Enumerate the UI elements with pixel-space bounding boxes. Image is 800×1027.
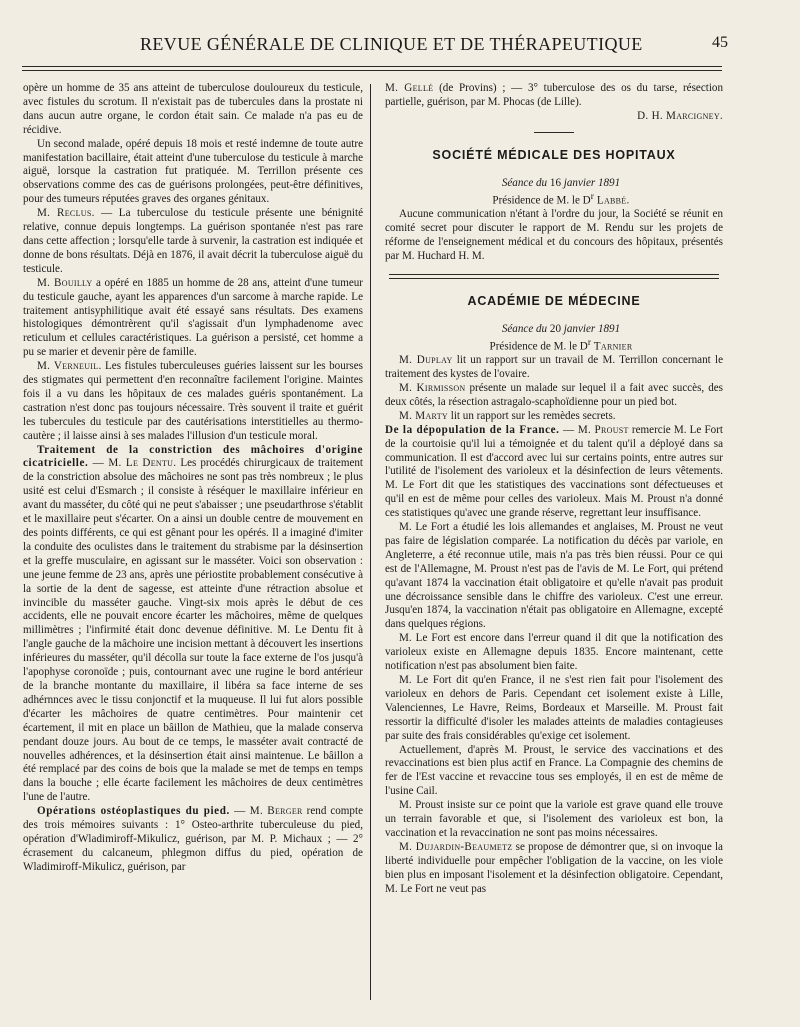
paragraph-text: Les fistules tuberculeuses guéries laissent sur les bourses des stigmates qui permettent d'en reconnaître facilement l'origine. Maintes fois il a vu dans les hôpitaux de ces malades guéris spontanément. La castration n'est donc pas toujours nécessaire. Très souvent il traite et guérit les tubercules du testicule par des cautérisations interstitielles au thermo-cautère ; il laisse ainsi à ses malades l'illusion d'un testicule moral.	[23, 360, 363, 442]
paragraph-text: rend compte des trois mémoires suivants : 1° Osteo-arthrite tuberculeuse du pied, opération d'Wladimiroff-Mikulicz, guérison, par M. P. Michaux ; — 2° écrasement du calcaneum, phlegmon diffus du pied, opération de Wladimiroff-Mikulicz, guérison, par	[23, 805, 363, 873]
paragraph-text: lit un rapport sur les remèdes secrets.	[447, 409, 616, 422]
signature-text: D. H. Marcigney.	[637, 109, 723, 122]
paragraph: M. Proust insiste sur ce point que la variole est grave quand elle trouve un terrain favorable et que, si l'isolement des varioleux est bon, la vaccination et la revaccination ne sont pas moins nécessaires.	[385, 799, 723, 839]
presidency: Présidence de M. le $D^r$ Labbé.	[492, 191, 630, 207]
paragraph-text: Les procédés chirurgicaux de traitement de la constriction absolue des mâchoires ne sont pas très nombreux ; le plus usité est celui d'Esmarch ; il consiste à réséquer le maxillaire inférieur en avant du masséter, du côté qui ne peut s'abaisser ; une pseudarthrose s'établit et le maxillaire peut s'écarter. On a ainsi un double centre de mouvement en des points différents, ce qui est gênant pour les opérés. Il a imaginé d'imiter la conduite des oculistes dans le traitement du strabisme par la désinsertion et la greffe musculaire, en agissant sur le masséter. Voici son observation : une jeune femme de 23 ans, après une périostite probablement consécutive à la sortie de la dent de sagesse, est atteinte d'une rétraction absolue et invincible du masséter gauche. Vingt-six mois après le début de ces accidents, elle ne pouvait encore écarter les mâchoires, même de quelques millimètres ; l'infirmité était donc devenue définitive. M. Le Dentu fit à l'angle gauche de la mâchoire une incision mettant à découvert les insertions inférieures du masséter, qu'il décolla sur toute la face externe de l'os jusqu'à l'apophyse coronoïde ; puis, contournant avec une rugine le bord antérieur de la branche montante du maxillaire, il libéra sa face interne de ses adhérnnces avec le tissu conjonctif et la muqueuse. Il lui fut alors possible d'écarter les mâchoires de quatre centimètres. Pour maintenir cet écartement, il mit en place un bâillon de Mathieu, que la malade conserva pendant douze jours. Au bout de ce temps, le masséter avait contracté de nouvelles adhérences, et la désinsertion était ainsi maintenue. Le bâillon a été remplacé par des coins de bois que la malade se met de temps en temps dans la bouche ; elle écarte facilement les mâchoires de deux centimètres l'une de l'autre.	[23, 457, 363, 804]
paragraph-text: présente un malade sur lequel il a fait avec succès, des deux côtés, la résection astragalo-scaphoïdienne pour un pied bot.	[385, 381, 723, 408]
page-header	[20, 34, 728, 58]
paragraph-text: remercie M. Le Fort de la courtoisie qu'il lui a témoignée et du talent qu'il a déployé dans sa communication. Il est d'accord avec lui sur certains points, entre autres sur l'utilité de l'isolement des varioleux et la désinfection de leurs vêtements. M. Le Fort dit que les statistiques des vaccinations sont défectueuses et qu'il en est de même pour celles des varioleux. Mais M. Proust n'a donné ces statistiques qu'avec une grande réserve, regrettant leur insuffisance.	[385, 423, 723, 520]
column-divider	[370, 84, 371, 1000]
speaker-name: — M. Proust	[559, 423, 629, 436]
paragraph	[385, 382, 723, 410]
left-column	[23, 82, 363, 875]
section-heading: Traitement de la constriction des mâchoires d'origine cicatricielle.	[23, 443, 363, 470]
speaker-name: M. Gellé	[385, 82, 434, 94]
paragraph-text: a opéré en 1885 un homme de 28 ans, atteint d'une tumeur du testicule gauche, ayant les apparences d'un sarcome à marche rapide. Le traitement antisyphilitique avait été essayé sans résultats. Des examens histologiques démontrèrent qu'il s'agissait d'un lymphadenome avec reticulum et cellules caractéristiques. La guérison a persisté, cet homme a pu se marier et devenir père de famille.	[23, 276, 363, 359]
paragraph: Un second malade, opéré depuis 18 mois et resté indemne de toute autre manifestation bacillaire, était atteint d'une tuberculose du testicule à marche aiguë, lorsque la castration fut pratiquée. M. Terrillon présente ces observations comme des cas de guérisons prolongées, peut-être définitives, pour des tumeurs réputées graves des organes génitaux.	[23, 137, 363, 206]
paragraph	[385, 841, 723, 897]
paragraph	[23, 207, 363, 277]
speaker-name: M. Marty	[399, 409, 448, 422]
page-number: 45	[712, 34, 728, 51]
right-column	[385, 82, 723, 897]
section-heading: Opérations ostéoplastiques du pied.	[37, 805, 230, 818]
speaker-name: M. Verneuil.	[37, 360, 102, 373]
society-heading: ACADÉMIE DE MÉDECINE	[467, 293, 641, 308]
paragraph	[23, 444, 363, 806]
speaker-name: M. Duplay	[399, 354, 453, 367]
signature	[385, 110, 723, 124]
society-heading: SOCIÉTÉ MÉDICALE DES HOPITAUX	[432, 147, 676, 162]
paragraph	[23, 277, 363, 360]
paragraph-text: se propose de démontrer que, si on invoque la liberté individuelle pour empêcher l'obligation de la vaccine, on les viole bien plus en imposant l'isolement et la désinfection obligatoire. Cependant, M. Le Fort ne veut pas	[385, 840, 723, 895]
paragraph: M. Le Fort dit qu'en France, il ne s'est rien fait pour l'isolement des varioleux en dehors de Paris. Cependant cet isolement existe à Lille, Valenciennes, Le Havre, Reims, Bordeaux et Marseille. M. Proust fait ressortir la difficulté d'isoler les malades atteints de maladies contagieuses par suite des frais considérables qu'exige cet isolement.	[385, 674, 723, 742]
paragraph	[385, 82, 723, 110]
section-rule	[534, 132, 574, 133]
paragraph	[23, 805, 363, 875]
paragraph	[385, 354, 723, 382]
header-rule	[22, 66, 722, 71]
paragraph: M. Le Fort a étudié les lois allemandes et anglaises, M. Proust ne veut pas faire de législation comparée. La notification du décès par variole, en Angleterre, a été reconnue utile, mais n'a pas très bien réussi. Pour ce qui est de l'Allemagne, M. Proust n'est pas de l'avis de M. Le Fort, qui prétend qu'avant 1874 la vaccination était obligatoire et qu'elle n'avait pas produit une décroissance sensible dans le chiffre des varioleux. C'est une erreur. Jusqu'en 1874, la vaccination n'était pas obligatoire en Allemagne, excepté dans quelques régions.	[385, 521, 723, 631]
paragraph: Actuellement, d'après M. Proust, le service des vaccinations et des revaccinations est bien plus actif en France. La Compagnie des chemins de fer de l'Est vaccine et revaccine tous ses employés, il en est de même de l'usine Cail.	[385, 743, 723, 798]
paragraph: Aucune communication n'étant à l'ordre du jour, la Société se réunit en comité secret pour discuter le rapport de M. Rendu sur les projets de réforme de l'enseignement médical et du concours des hôpitaux, présentés par M. Huchard H. M.	[385, 208, 723, 262]
speaker-name: M. Reclus.	[37, 207, 95, 220]
paragraph-text: lit un rapport sur un travail de M. Terrillon concernant le traitement des kystes de l'ovaire.	[385, 354, 723, 381]
speaker-name: M. Kirmisson	[399, 381, 466, 394]
session-date: Séance du 16 janvier 1891	[501, 176, 621, 189]
speaker-name: — M. Berger	[229, 805, 303, 818]
paragraph-text: — La tuberculose du testicule présente une bénignité relative, connue depuis longtemps. La guérison spontanée n'est pas rare dans cette affection ; lorsqu'elle tarde à survenir, la castration est indiquée et donne de bons résultats. Déjà en 1876, il avait décrit la tuberculose aiguë du testicule.	[23, 207, 364, 275]
paragraph-text: (de Provins) ; — 3° tuberculose des os du tarse, résection partielle, guérison, par M. Phocas (de Lille).	[385, 82, 723, 108]
presidency: Présidence de M. le $D^r$ Tarnier	[489, 337, 633, 353]
speaker-name: — M. Le Dentu.	[88, 457, 177, 470]
paragraph	[23, 360, 363, 443]
running-title: REVUE GÉNÉRALE DE CLINIQUE ET DE THÉRAPEUTIQUE	[140, 34, 643, 54]
paragraph	[385, 410, 723, 424]
section-rule	[389, 274, 719, 279]
paragraph: M. Le Fort est encore dans l'erreur quand il dit que la notification des varioleux existe en Allemagne depuis 1835. Encore maintenant, cette notification n'est pas absolument bien faite.	[385, 632, 723, 673]
paragraph: opère un homme de 35 ans atteint de tuberculose douloureux du testicule, avec fistules du scrotum. Il n'existait pas de tubercules dans la prostate ni dans aucun autre organe, le cordon était sain. Ce malade n'a pas eu de récidive.	[23, 82, 363, 136]
section-heading: De la dépopulation de la France.	[385, 423, 560, 436]
session-date: Séance du 20 janvier 1891	[501, 322, 621, 335]
speaker-name: M. Dujardin-Beaumetz	[399, 840, 513, 853]
speaker-name: M. Bouilly	[37, 276, 93, 289]
paragraph	[385, 424, 723, 521]
